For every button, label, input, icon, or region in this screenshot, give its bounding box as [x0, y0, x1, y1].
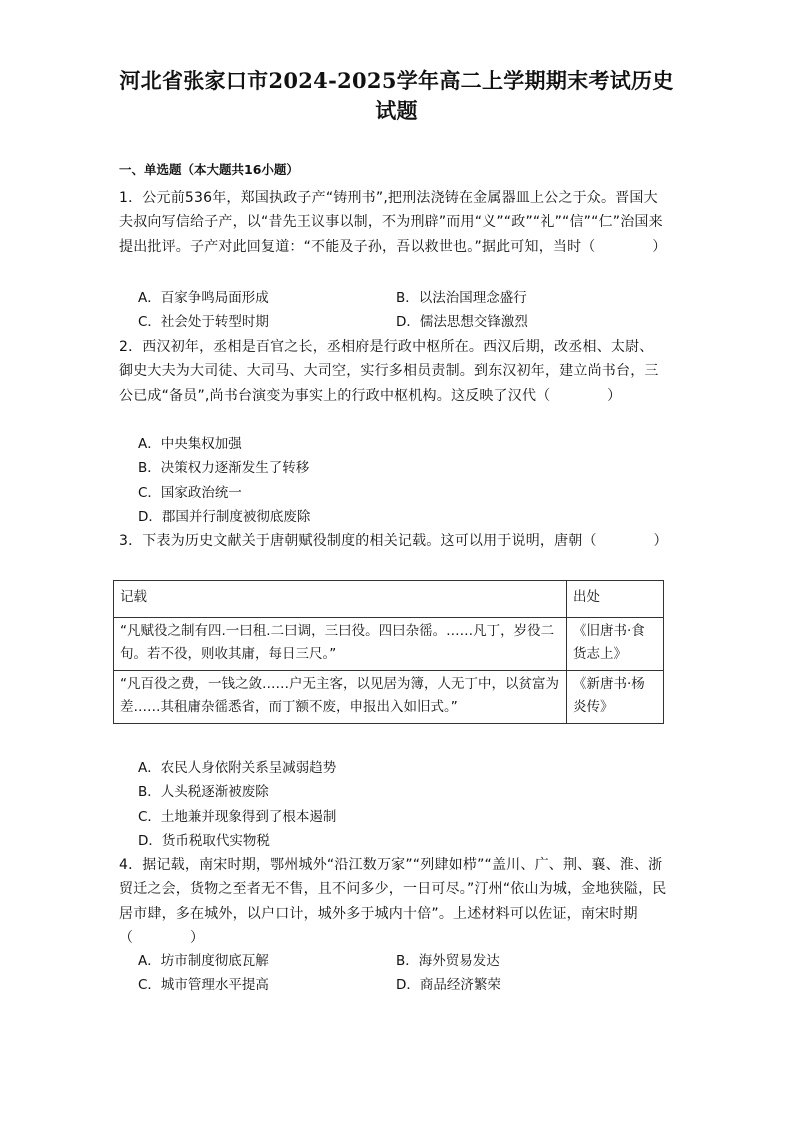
section-heading: 一、单选题（本大题共16小题） — [119, 162, 299, 177]
question-3-option-b[interactable]: B．人头税逐渐被废除 — [138, 784, 269, 801]
question-1-option-b[interactable]: B．以法治国理念盛行 — [396, 290, 527, 306]
question-4-option-c[interactable]: C．城市管理水平提高 — [138, 977, 269, 994]
question-1-options — [138, 286, 668, 335]
table-cell-record: “凡赋役之制有四.一曰租.二曰调，三曰役。四曰杂徭。……凡丁，岁役二旬。若不役，则收其庸，每日三尺。” — [114, 617, 567, 670]
question-3-stem: 3．下表为历史文献关于唐朝赋役制度的相关记载。这可以用于说明，唐朝（ ） — [119, 533, 668, 549]
question-1-option-a[interactable]: A．百家争鸣局面形成 — [138, 290, 269, 306]
table-row — [114, 617, 664, 670]
question-4-options — [138, 949, 668, 998]
table-cell-record: “凡百役之费，一钱之敛……户无主客，以见居为簿，人无丁中，以贫富为差……其租庸杂徭悉省，而丁额不废，申报出入如旧式。” — [114, 670, 567, 723]
question-1-stem: 1．公元前536年，郑国执政子产“铸刑书”,把刑法浇铸在金属器皿上公之于众。晋国大夫叔向写信给子产，以“昔先王议事以制，不为刑辟”而用“义”“政”“礼”“信”“仁”治国来提出批评。子产对此回复道：“不能及子孙，吾以救世也。”据此可知，当时（ ） — [119, 190, 667, 255]
question-4-option-b[interactable]: B．海外贸易发达 — [396, 953, 500, 969]
table-header-row — [114, 581, 664, 618]
page-title: 河北省张家口市2024-2025学年高二上学期期末考试历史试题 — [119, 68, 674, 123]
table-header-source: 出处 — [567, 581, 664, 618]
question-2-option-d[interactable]: D．郡国并行制度被彻底废除 — [138, 508, 311, 525]
question-2-option-a[interactable]: A．中央集权加强 — [138, 436, 242, 452]
records-table — [113, 580, 664, 724]
table-header-record: 记载 — [114, 581, 567, 618]
question-3-option-c[interactable]: C．土地兼并现象得到了根本遏制 — [138, 808, 337, 825]
question-2-option-c[interactable]: C．国家政治统一 — [138, 484, 242, 501]
question-3-option-a[interactable]: A．农民人身依附关系呈减弱趋势 — [138, 760, 337, 776]
table-row — [114, 670, 664, 723]
question-1-option-c[interactable]: C．社会处于转型时期 — [138, 314, 269, 331]
table-cell-source: 《旧唐书·食货志上》 — [567, 617, 664, 670]
question-4-option-d[interactable]: D．商品经济繁荣 — [396, 977, 501, 994]
question-4-option-a[interactable]: A．坊市制度彻底瓦解 — [138, 953, 269, 969]
question-2-option-b[interactable]: B．决策权力逐渐发生了转移 — [138, 460, 310, 477]
question-3-option-d[interactable]: D．货币税取代实物税 — [138, 832, 270, 849]
table-cell-source: 《新唐书·杨炎传》 — [567, 670, 664, 723]
question-4-stem: 4．据记载，南宋时期，鄂州城外“沿江数万家”“列肆如栉”“盖川、广、荆、襄、淮、浙贸迁之会，货物之至者无不售，且不问多少，一日可尽。”汀州“依山为城，金地狭隘，民居市肆，多在城外，以户口计，城外多于城内十倍”。上述材料可以佐证，南宋时期（ ） — [119, 857, 667, 946]
question-3-options — [138, 756, 668, 853]
question-2-stem: 2．西汉初年，丞相是百官之长，丞相府是行政中枢所在。西汉后期，改丞相、太尉、御史大夫为大司徒、大司马、大司空，实行多相员责制。到东汉初年，建立尚书台，三公已成“备员”,尚书台演变为事实上的行政中枢机构。这反映了汉代（ ） — [119, 339, 659, 404]
question-2-options — [138, 432, 668, 529]
question-1-option-d[interactable]: D．儒法思想交锋激烈 — [396, 314, 528, 331]
